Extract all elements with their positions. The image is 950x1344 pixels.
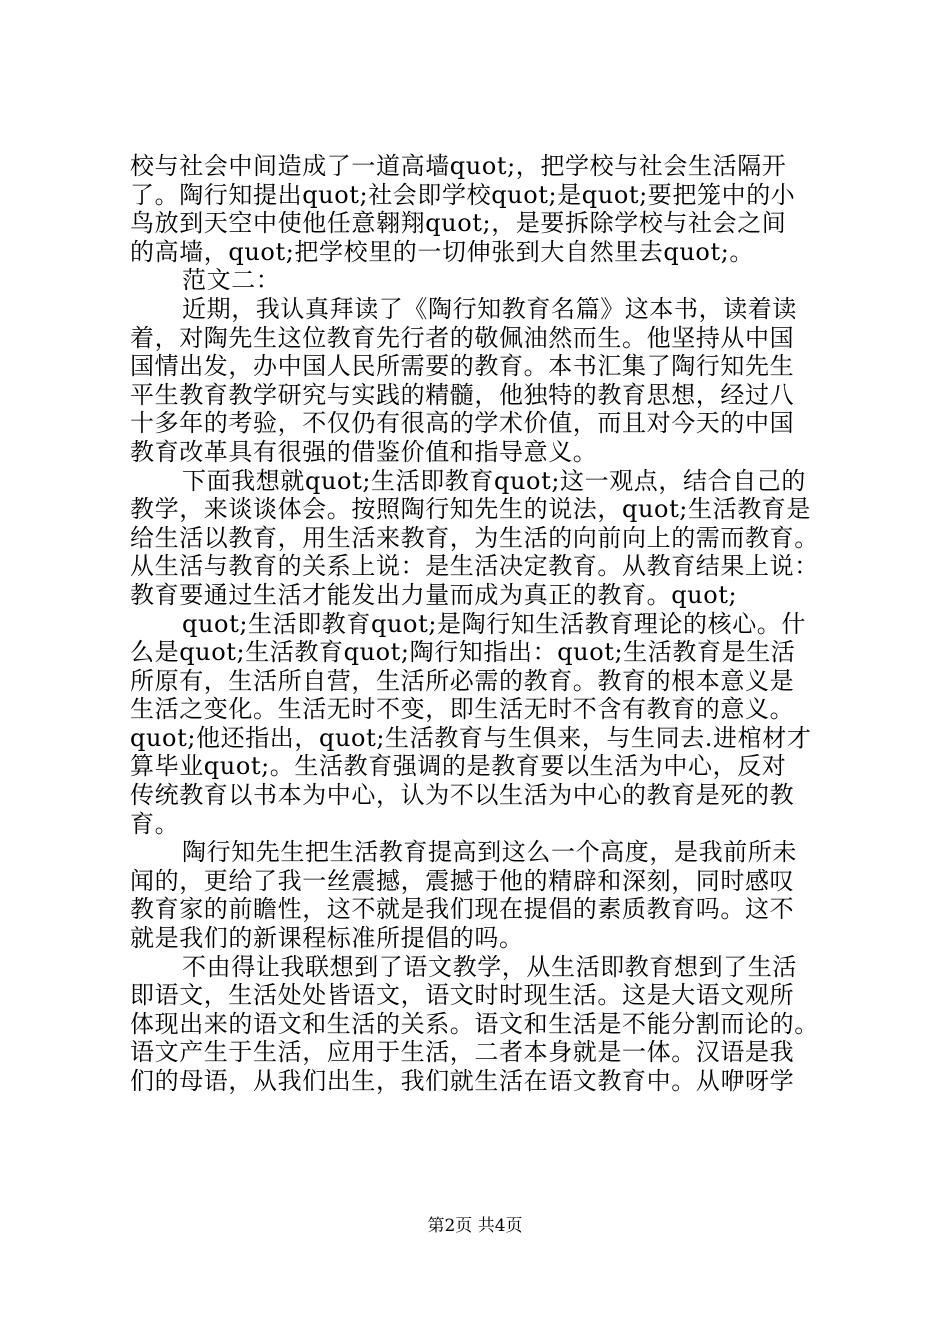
text-line: 给生活以教育，用生活来教育，为生活的向前向上的需而教育。: [130, 523, 819, 552]
text-line: 教学，来谈谈体会。按照陶行知先生的说法，quot;生活教育是: [130, 495, 811, 524]
text-line: 就是我们的新课程标准所提倡的吗。: [130, 924, 524, 953]
text-line: 么是quot;生活教育quot;陶行知指出：quot;生活教育是生活: [130, 638, 796, 667]
text-line: 体现出来的语文和生活的关系。语文和生活是不能分割而论的。: [130, 1009, 819, 1038]
text-line: 的高墙，quot;把学校里的一切伸张到大自然里去quot;。: [130, 237, 754, 266]
paragraph: [130, 838, 830, 952]
text-line: 着，对陶先生这位教育先行者的敬佩油然而生。他坚持从中国: [130, 323, 795, 352]
text-line: 教育家的前瞻性，这不就是我们现在提倡的素质教育吗。这不: [130, 895, 795, 924]
paragraph: [130, 467, 830, 610]
paragraph: [130, 152, 830, 266]
text-line: 生活之变化。生活无时不变，即生活无时不含有教育的意义。: [130, 695, 795, 724]
text-line: 语文产生于生活，应用于生活，二者本身就是一体。汉语是我: [130, 1038, 795, 1067]
text-line: 们的母语，从我们出生，我们就生活在语文教育中。从咿呀学: [130, 1067, 795, 1095]
paragraph: [130, 953, 830, 1096]
text-line: 平生教育教学研究与实践的精髓，他独特的教育思想，经过八: [130, 380, 795, 409]
text-line: 教育要通过生活才能发出力量而成为真正的教育。quot;: [130, 580, 738, 609]
paragraph: [130, 610, 830, 839]
text-line: 校与社会中间造成了一道高墙quot;，把学校与社会生活隔开: [130, 152, 787, 180]
paragraph: [130, 295, 830, 467]
text-line: 下面我想就quot;生活即教育quot;这一观点，结合自己的: [182, 466, 806, 495]
page-footer: 第2页 共4页: [427, 1216, 523, 1236]
text-line: 陶行知先生把生活教育提高到这么一个高度，是我前所未: [182, 838, 797, 867]
text-line: 传统教育以书本为中心，认为不以生活为中心的教育是死的教: [130, 781, 795, 810]
text-line: quot;生活即教育quot;是陶行知生活教育理论的核心。什: [182, 609, 806, 638]
text-line: 不由得让我联想到了语文教学，从生活即教育想到了生活: [182, 952, 797, 981]
text-line: 教育改革具有很强的借鉴价值和指导意义。: [130, 437, 598, 466]
paragraph: [130, 266, 830, 295]
text-line: 十多年的考验，不仅仍有很高的学术价值，而且对今天的中国: [130, 409, 795, 438]
text-line: 闻的，更给了我一丝震撼，震撼于他的精辟和深刻，同时感叹: [130, 866, 795, 895]
text-line: 了。陶行知提出quot;社会即学校quot;是quot;要把笼中的小: [130, 180, 796, 209]
document-body: [130, 152, 830, 1096]
text-line: 即语文，生活处处皆语文，语文时时现生活。这是大语文观所: [130, 981, 795, 1010]
text-line: quot;他还指出，quot;生活教育与生俱来，与生同去.进棺材才: [130, 723, 812, 752]
text-line: 国情出发，办中国人民所需要的教育。本书汇集了陶行知先生: [130, 352, 795, 381]
text-line: 从生活与教育的关系上说：是生活决定教育。从教育结果上说：: [130, 552, 819, 581]
text-line: 育。: [130, 809, 180, 838]
text-line: 所原有，生活所自营，生活所必需的教育。教育的根本意义是: [130, 666, 795, 695]
text-line: 范文二：: [182, 266, 281, 295]
text-line: 算毕业quot;。生活教育强调的是教育要以生活为中心，反对: [130, 752, 787, 781]
text-line: 近期，我认真拜读了《陶行知教育名篇》这本书，读着读: [182, 294, 797, 323]
text-line: 鸟放到天空中使他任意翱翔quot;，是要拆除学校与社会之间: [130, 209, 787, 238]
